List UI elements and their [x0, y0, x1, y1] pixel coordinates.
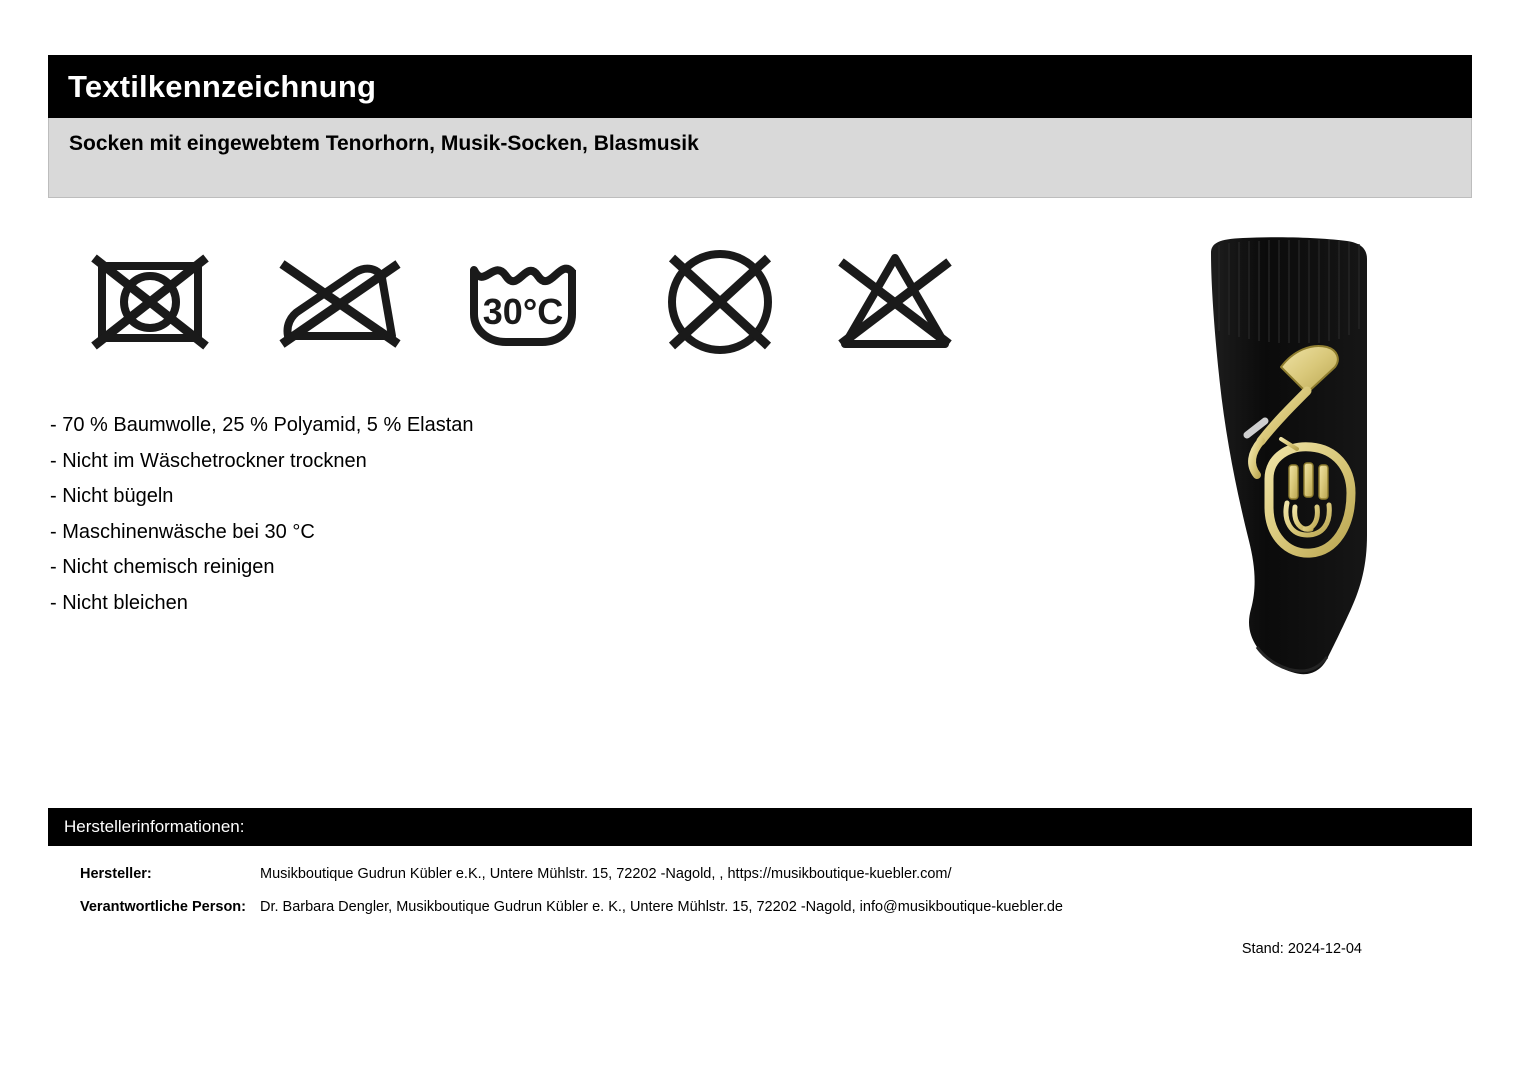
do-not-tumble-dry-symbol — [80, 232, 220, 372]
do-not-iron-symbol — [270, 232, 410, 372]
table-row — [80, 862, 1460, 895]
manufacturer-section-header — [48, 808, 1472, 846]
wash-temperature-label: 30°C — [482, 291, 564, 332]
do-not-bleach-symbol — [825, 232, 965, 372]
machine-wash-30c-symbol — [460, 232, 600, 372]
list-item: - 70 % Baumwolle, 25 % Polyamid, 5 % Elastan — [50, 414, 474, 436]
document-date: Stand: 2024-12-04 — [1241, 941, 1362, 957]
list-item: - Nicht im Wäschetrockner trocknen — [50, 449, 367, 472]
table-row — [80, 895, 1460, 928]
product-subtitle: Socken mit eingewebtem Tenorhorn, Musik-Socken, Blasmusik — [69, 132, 699, 155]
manufacturer-info-table — [80, 862, 1460, 928]
responsible-person-value: Dr. Barbara Dengler, Musikboutique Gudrun Kübler e. K., Untere Mühlstr. 15, 72202 -Nagold, info@musikboutique-kuebler.de — [260, 899, 1064, 915]
manufacturer-label: Hersteller: — [80, 866, 152, 882]
list-item: - Nicht chemisch reinigen — [50, 556, 275, 578]
page-title-bar — [48, 55, 1472, 118]
page-title: Textilkennzeichnung — [68, 68, 377, 104]
list-item: - Maschinenwäsche bei 30 °C — [50, 520, 315, 543]
product-subtitle-bar — [48, 118, 1472, 198]
list-item: - Nicht bügeln — [50, 485, 174, 507]
manufacturer-section-title: Herstellerinformationen: — [64, 817, 245, 836]
product-image — [1185, 235, 1400, 695]
care-symbols-row — [70, 232, 970, 372]
list-item: - Nicht bleichen — [50, 591, 188, 614]
care-instructions-list — [50, 408, 1050, 621]
responsible-person-label: Verantwortliche Person: — [80, 899, 246, 915]
do-not-dry-clean-symbol — [650, 232, 790, 372]
manufacturer-value: Musikboutique Gudrun Kübler e.K., Untere Mühlstr. 15, 72202 -Nagold, , https://musikboutique-kuebler.com/ — [260, 866, 952, 882]
